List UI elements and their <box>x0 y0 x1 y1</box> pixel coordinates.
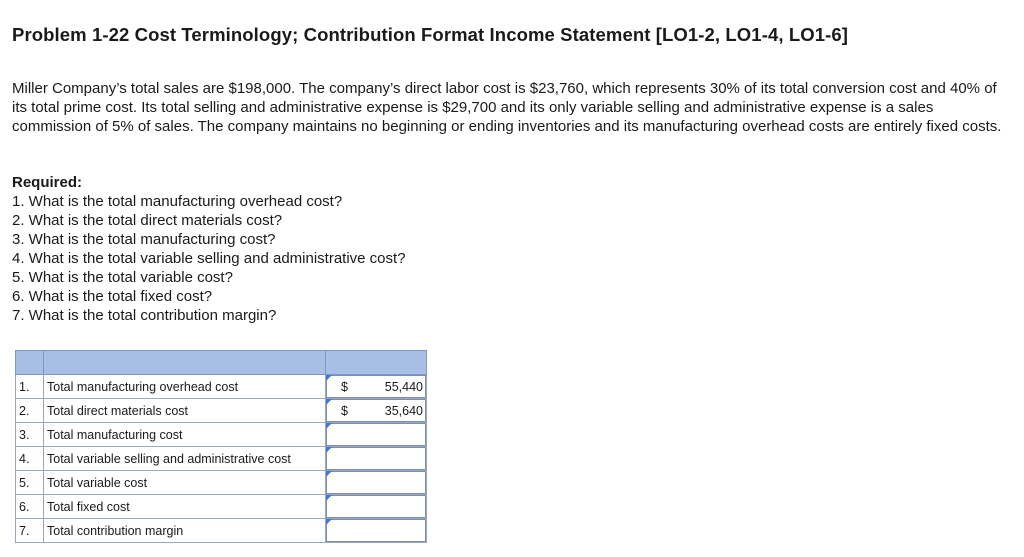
table-row <box>16 399 427 423</box>
row-label: Total direct materials cost <box>44 399 326 423</box>
question-list <box>12 192 406 325</box>
question-4: 4. What is the total variable selling and administrative cost? <box>12 250 406 267</box>
answer-input-6[interactable] <box>326 495 427 519</box>
input-marker-icon <box>326 423 332 429</box>
table-row <box>16 375 427 399</box>
answer-table-header <box>16 351 427 375</box>
answer-cell[interactable] <box>326 447 426 470</box>
row-label: Total fixed cost <box>44 495 326 519</box>
row-number: 1. <box>16 375 44 399</box>
answer-cell[interactable] <box>326 495 426 518</box>
problem-title: Problem 1-22 Cost Terminology; Contribution Format Income Statement [LO1-2, LO1-4, LO1-6] <box>12 24 849 45</box>
answer-input-2[interactable] <box>326 399 427 423</box>
question-6: 6. What is the total fixed cost? <box>12 288 213 305</box>
answer-table <box>15 350 427 543</box>
question-3: 3. What is the total manufacturing cost? <box>12 231 276 248</box>
table-row <box>16 447 427 471</box>
row-label: Total manufacturing cost <box>44 423 326 447</box>
row-label: Total contribution margin <box>44 519 326 543</box>
answer-input-4[interactable] <box>326 447 427 471</box>
answer-input-1[interactable] <box>326 375 427 399</box>
row-number: 6. <box>16 495 44 519</box>
currency-symbol: $ <box>341 403 348 418</box>
input-marker-icon <box>326 495 332 501</box>
answer-cell[interactable] <box>326 399 426 422</box>
input-marker-icon <box>326 375 332 381</box>
header-cell-label <box>44 351 326 375</box>
table-row <box>16 471 427 495</box>
row-number: 5. <box>16 471 44 495</box>
currency-symbol: $ <box>341 379 348 394</box>
input-marker-icon <box>326 447 332 453</box>
answer-input-3[interactable] <box>326 423 427 447</box>
input-marker-icon <box>326 519 332 525</box>
header-cell-num <box>16 351 44 375</box>
row-label: Total variable selling and administrative cost <box>44 447 326 471</box>
answer-input-7[interactable] <box>326 519 427 543</box>
question-1: 1. What is the total manufacturing overhead cost? <box>12 193 343 210</box>
question-2: 2. What is the total direct materials cost? <box>12 212 283 229</box>
row-number: 4. <box>16 447 44 471</box>
answer-input-5[interactable] <box>326 471 427 495</box>
row-number: 7. <box>16 519 44 543</box>
question-7: 7. What is the total contribution margin? <box>12 307 277 324</box>
required-label: Required: <box>12 174 83 191</box>
question-5: 5. What is the total variable cost? <box>12 269 233 286</box>
input-marker-icon <box>326 471 332 477</box>
table-row <box>16 495 427 519</box>
answer-cell[interactable] <box>326 471 426 494</box>
row-number: 2. <box>16 399 44 423</box>
input-marker-icon <box>326 399 332 405</box>
answer-value: 55,440 <box>384 379 423 394</box>
table-row <box>16 423 427 447</box>
row-number: 3. <box>16 423 44 447</box>
problem-description: Miller Company’s total sales are $198,000. The company’s direct labor cost is $23,760, which represents 30% of its total conversion cost and 40% of its total prime cost. Its total selling and administrative expense is $29,700 and its only variable selling and administrative expense is a sales commission of 5% of sales. The company maintains no beginning or ending inventories and its manufacturing overhead costs are entirely fixed costs. <box>12 80 1002 135</box>
answer-cell[interactable] <box>326 519 426 542</box>
table-row <box>16 519 427 543</box>
row-label: Total manufacturing overhead cost <box>44 375 326 399</box>
answer-value: 35,640 <box>384 403 423 418</box>
answer-cell[interactable] <box>326 423 426 446</box>
answer-cell[interactable] <box>326 375 426 398</box>
row-label: Total variable cost <box>44 471 326 495</box>
header-cell-answer <box>326 351 427 375</box>
